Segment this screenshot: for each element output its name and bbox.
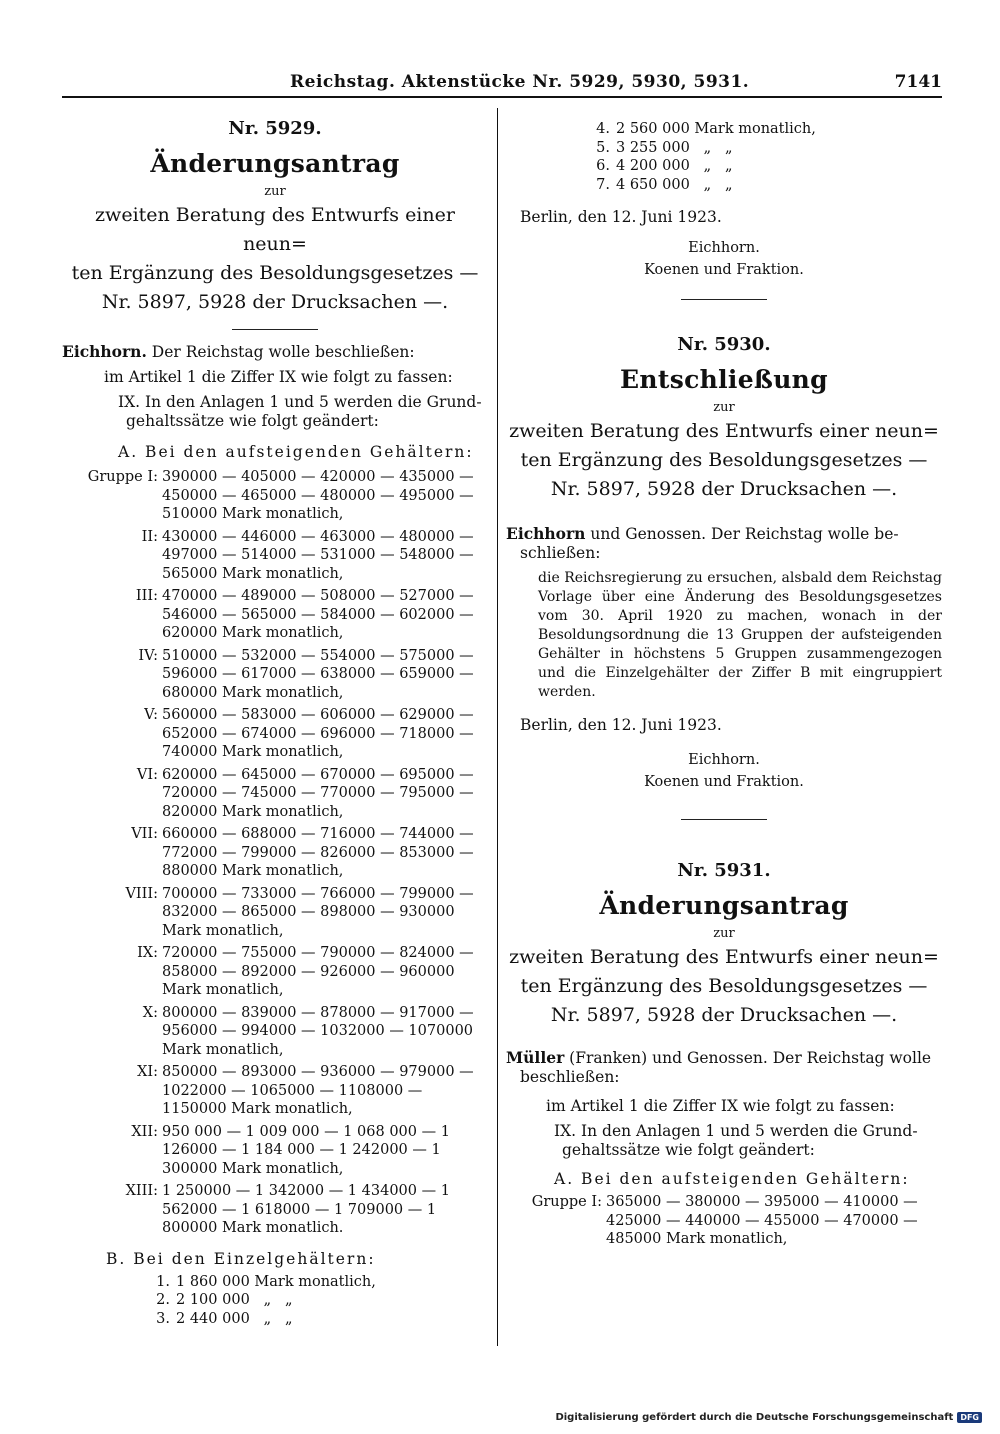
group-row xyxy=(62,885,488,941)
doc-5929-section-b: B. Bei den Einzelgehältern: xyxy=(106,1249,376,1268)
group-label: Gruppe I: xyxy=(87,469,158,485)
doc-5931-zur: zur xyxy=(713,926,735,941)
left-column xyxy=(62,108,488,1328)
group-label: VIII: xyxy=(125,885,158,902)
doc-5929-article: im Artikel 1 die Ziffer IX wie folgt zu fassen: xyxy=(104,368,453,386)
doc-5929-number: Nr. 5929. xyxy=(228,118,322,139)
group-label: VI: xyxy=(136,766,158,783)
einzel-value: 2 100 000 „ „ xyxy=(176,1292,293,1308)
section-rule xyxy=(232,329,318,330)
einzel-number: 3. xyxy=(156,1310,170,1327)
group-values: 620000 — 645000 — 670000 — 695000 — 720000 — 745000 — 770000 — 795000 — 820000 Mark monatlich, xyxy=(162,766,474,820)
doc-5929-zur: zur xyxy=(264,184,286,199)
doc-5931-group-1 xyxy=(506,1193,942,1249)
header-title: Reichstag. Aktenstücke Nr. 5929, 5930, 5931. xyxy=(290,72,750,92)
group-label: IV: xyxy=(138,647,158,664)
doc-5931-ix-line2: gehaltssätze wie folgt geändert: xyxy=(562,1141,815,1159)
group-values: 850000 — 893000 — 936000 — 979000 — 1022000 — 1065000 — 1108000 — 1150000 Mark monatlich, xyxy=(162,1064,474,1117)
doc-5930-signature-2: Koenen und Fraktion. xyxy=(644,774,804,790)
doc-5931-intro-1: (Franken) und Genossen. Der Reichstag wolle xyxy=(569,1049,932,1067)
doc-5930-mover: Eichhorn xyxy=(506,524,586,543)
doc-5929-motion xyxy=(62,342,488,362)
doc-5931-subtitle-2: ten Ergänzung des Besoldungsgesetzes — xyxy=(520,975,928,997)
section-rule xyxy=(681,819,767,820)
doc-5929-signature-2: Koenen und Fraktion. xyxy=(644,262,804,278)
group-values: 700000 — 733000 — 766000 — 799000 — 832000 — 865000 — 898000 — 930000 Mark monatlich, xyxy=(162,885,474,939)
doc-5930-number: Nr. 5930. xyxy=(677,334,771,355)
group-label: III: xyxy=(135,588,158,604)
group-row xyxy=(62,1182,488,1238)
digitization-footer xyxy=(555,1412,982,1423)
doc-5930-intro-2: schließen: xyxy=(520,544,601,562)
doc-5929-mover: Eichhorn. xyxy=(62,342,147,361)
group-row xyxy=(62,944,488,1000)
group-values: 660000 — 688000 — 716000 — 744000 — 772000 — 799000 — 826000 — 853000 — 880000 Mark monatlich, xyxy=(162,826,474,879)
doc-5930-intro-1: und Genossen. Der Reichstag wolle be- xyxy=(590,525,899,543)
group-values: 1 250000 — 1 342000 — 1 434000 — 1 562000 — 1 618000 — 1 709000 — 1 800000 Mark monatlich. xyxy=(162,1183,450,1236)
doc-5931-article: im Artikel 1 die Ziffer IX wie folgt zu fassen: xyxy=(546,1097,895,1115)
header-rule xyxy=(62,96,942,98)
group-row xyxy=(62,528,488,584)
group-values: 470000 — 489000 — 508000 — 527000 — 546000 — 565000 — 584000 — 602000 — 620000 Mark monatlich, xyxy=(162,588,474,641)
doc-5929-section-a: A. Bei den aufsteigenden Gehältern: xyxy=(118,443,474,461)
column-divider xyxy=(497,108,498,1346)
group-row xyxy=(62,587,488,643)
group-values: 510000 — 532000 — 554000 — 575000 — 596000 — 617000 — 638000 — 659000 — 680000 Mark monatlich, xyxy=(162,647,474,701)
doc-5931-intro-2: beschließen: xyxy=(520,1068,620,1086)
group-label: XII: xyxy=(131,1123,158,1140)
doc-5931-group-1-values: 365000 — 380000 — 395000 — 410000 — 425000 — 440000 — 455000 — 470000 — 485000 Mark monatlich, xyxy=(606,1194,918,1247)
einzel-number: 1. xyxy=(156,1273,170,1290)
doc-5929-subtitle-2: ten Ergänzung des Besoldungsgesetzes — xyxy=(71,262,479,284)
einzel-number: 2. xyxy=(156,1292,170,1308)
doc-5931-motion xyxy=(506,1048,942,1068)
doc-5929-intro: Der Reichstag wolle beschließen: xyxy=(151,343,415,361)
einzel-number: 6. xyxy=(596,158,610,174)
group-label: VII: xyxy=(131,826,158,842)
doc-5930-signature-1: Eichhorn. xyxy=(688,752,760,768)
doc-5929-subtitle-1: zweiten Beratung des Entwurfs einer neun= xyxy=(95,204,455,255)
group-row xyxy=(62,647,488,703)
group-row xyxy=(62,825,488,881)
group-label: IX: xyxy=(137,945,158,961)
group-row xyxy=(62,1063,488,1119)
einzel-value: 3 255 000 „ „ xyxy=(616,139,733,156)
einzel-value: 4 650 000 „ „ xyxy=(616,176,733,193)
page-number: 7141 xyxy=(894,72,942,92)
group-label: XIII: xyxy=(125,1183,158,1199)
doc-5929-heading: Änderungsantrag xyxy=(150,149,400,178)
doc-5931-heading: Änderungsantrag xyxy=(599,891,849,920)
doc-5929-einzel-list xyxy=(140,1273,488,1329)
group-label: V: xyxy=(144,707,158,723)
doc-5931-mover: Müller xyxy=(506,1048,565,1067)
einzel-value: 4 200 000 „ „ xyxy=(616,158,733,174)
group-values: 390000 — 405000 — 420000 — 435000 — 450000 — 465000 — 480000 — 495000 — 510000 Mark monatlich, xyxy=(162,469,474,522)
group-label: XI: xyxy=(137,1064,158,1080)
einzel-value: 2 560 000 Mark monatlich, xyxy=(616,121,816,137)
group-label: X: xyxy=(142,1004,158,1021)
right-column xyxy=(506,108,942,1249)
doc-5931-ix-line1: IX. In den Anlagen 1 und 5 werden die Grund- xyxy=(554,1122,918,1140)
doc-5929-signature-1: Eichhorn. xyxy=(688,240,760,256)
einzel-number: 5. xyxy=(596,139,610,156)
group-values: 720000 — 755000 — 790000 — 824000 — 858000 — 892000 — 926000 — 960000 Mark monatlich, xyxy=(162,945,474,998)
group-values: 560000 — 583000 — 606000 — 629000 — 652000 — 674000 — 696000 — 718000 — 740000 Mark monatlich, xyxy=(162,707,474,760)
einzel-number: 4. xyxy=(596,121,610,137)
group-values: 430000 — 446000 — 463000 — 480000 — 497000 — 514000 — 531000 — 548000 — 565000 Mark monatlich, xyxy=(162,528,474,582)
doc-5929-groups xyxy=(62,468,488,1238)
doc-5930-subtitle-1: zweiten Beratung des Entwurfs einer neun= xyxy=(509,420,939,442)
doc-5929-subtitle-3: Nr. 5897, 5928 der Drucksachen —. xyxy=(101,291,449,313)
group-row xyxy=(62,1123,488,1179)
doc-5929-einzel-continued xyxy=(580,120,942,194)
section-rule xyxy=(681,299,767,300)
doc-5930-body: die Reichsregierung zu ersuchen, alsbald dem Reichstag Vorlage über eine Änderung des Besoldungsgesetzes vom 30. April 1920 zu machen, wonach in der Besoldungsordnung die 13 Gruppen der aufsteigenden Gehälter in höchstens 5 Gruppen zusammengezogen und die Einzelgehälter der Ziffer B mit eingruppiert werden. xyxy=(538,570,942,700)
doc-5929-ix-line1: IX. In den Anlagen 1 und 5 werden die Grund- xyxy=(118,393,482,411)
doc-5931-number: Nr. 5931. xyxy=(677,860,771,881)
doc-5930-subtitle-3: Nr. 5897, 5928 der Drucksachen —. xyxy=(550,478,898,500)
page-header xyxy=(62,72,942,98)
group-row xyxy=(62,706,488,762)
doc-5930-heading: Entschließung xyxy=(620,365,828,394)
group-values: 950 000 — 1 009 000 — 1 068 000 — 1 126000 — 1 184 000 — 1 242000 — 1 300000 Mark monatlich, xyxy=(162,1123,450,1177)
doc-5931-subtitle-3: Nr. 5897, 5928 der Drucksachen —. xyxy=(550,1004,898,1026)
dfg-logo: DFG xyxy=(957,1412,982,1423)
group-label: II: xyxy=(141,528,158,545)
group-row xyxy=(62,1004,488,1060)
group-row xyxy=(62,468,488,524)
doc-5931-section-a: A. Bei den aufsteigenden Gehältern: xyxy=(554,1170,910,1188)
einzel-value: 2 440 000 „ „ xyxy=(176,1310,293,1327)
doc-5930-motion xyxy=(506,524,942,544)
doc-5929-ix-line2: gehaltssätze wie folgt geändert: xyxy=(126,412,379,430)
doc-5931-group-1-label: Gruppe I: xyxy=(531,1194,602,1210)
doc-5931-subtitle-1: zweiten Beratung des Entwurfs einer neun= xyxy=(509,946,939,968)
einzel-value: 1 860 000 Mark monatlich, xyxy=(176,1273,376,1290)
group-row xyxy=(62,766,488,822)
footer-text: Digitalisierung gefördert durch die Deutsche Forschungsgemeinschaft xyxy=(555,1412,954,1423)
einzel-number: 7. xyxy=(596,176,610,193)
doc-5930-subtitle-2: ten Ergänzung des Besoldungsgesetzes — xyxy=(520,449,928,471)
doc-5929-date: Berlin, den 12. Juni 1923. xyxy=(520,208,722,226)
doc-5930-zur: zur xyxy=(713,400,735,415)
group-values: 800000 — 839000 — 878000 — 917000 — 956000 — 994000 — 1032000 — 1070000 Mark monatlich, xyxy=(162,1004,474,1058)
doc-5930-date: Berlin, den 12. Juni 1923. xyxy=(520,716,722,734)
